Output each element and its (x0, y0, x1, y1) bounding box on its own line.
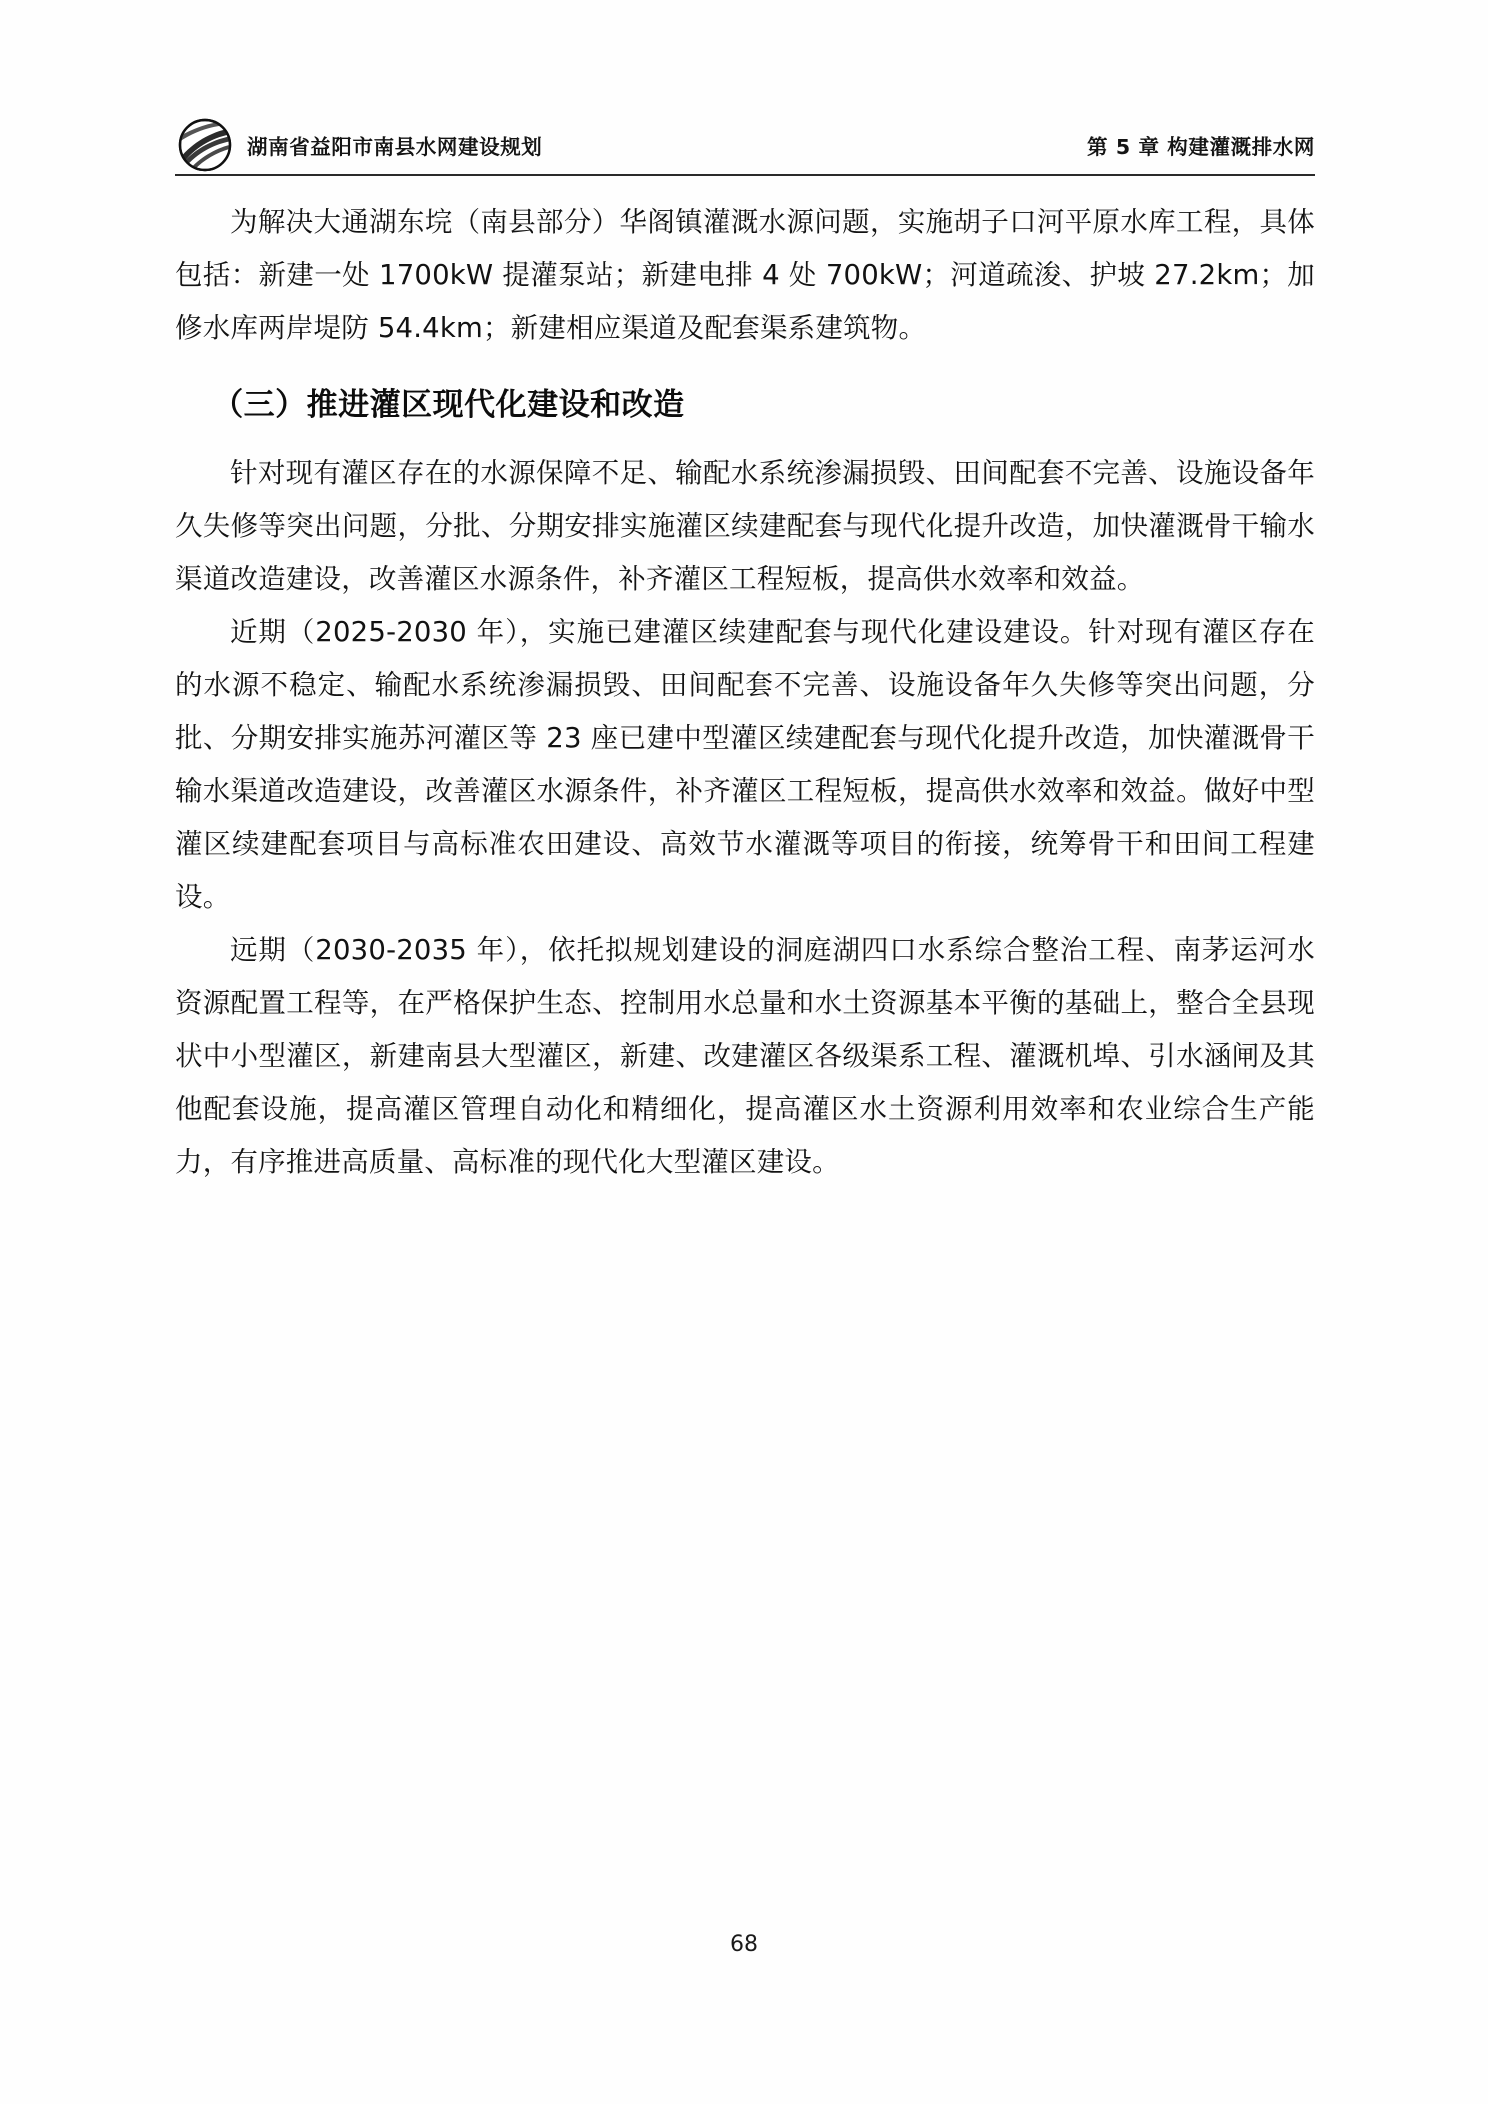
header-chapter-title: 第 5 章 构建灌溉排水网 (1087, 135, 1315, 159)
header-divider (175, 174, 1315, 176)
section-heading-1: （三）推进灌区现代化建设和改造 (212, 387, 685, 423)
body-paragraph-4: 远期（2030-2035 年），依托拟规划建设的洞庭湖四口水系综合整治工程、南茅运河水资源配置工程等，在严格保护生态、控制用水总量和水土资源基本平衡的基础上，整合全县现状中小型灌区，新建南县大型灌区，新建、改建灌区各级渠系工程、灌溉机埠、引水涵闸及其他配套设施，提高灌区管理自动化和精细化，提高灌区水土资源利用效率和农业综合生产能力，有序推进高质量、高标准的现代化大型灌区建设。 (175, 934, 1315, 1178)
page-content (175, 196, 1315, 1189)
body-paragraph-2: 针对现有灌区存在的水源保障不足、输配水系统渗漏损毁、田间配套不完善、设施设备年久失修等突出问题，分批、分期安排实施灌区续建配套与现代化提升改造，加快灌溉骨干输水渠道改造建设，改善灌区水源条件，补齐灌区工程短板，提高供水效率和效益。 (175, 457, 1315, 595)
body-paragraph-1: 为解决大通湖东垸（南县部分）华阁镇灌溉水源问题，实施胡子口河平原水库工程，具体包括：新建一处 1700kW 提灌泵站；新建电排 4 处 700kW；河道疏浚、护坡 27.2km；加修水库两岸堤防 54.4km；新建相应渠道及配套渠系建筑物。 (175, 206, 1315, 344)
page-header (175, 118, 1315, 180)
header-document-title: 湖南省益阳市南县水网建设规划 (247, 135, 543, 159)
page-number: 68 (730, 1932, 758, 1957)
body-paragraph-3: 近期（2025-2030 年），实施已建灌区续建配套与现代化建设建设。针对现有灌区存在的水源不稳定、输配水系统渗漏损毁、田间配套不完善、设施设备年久失修等突出问题，分批、分期安排实施苏河灌区等 23 座已建中型灌区续建配套与现代化提升改造，加快灌溉骨干输水渠道改造建设，改善灌区水源条件，补齐灌区工程短板，提高供水效率和效益。做好中型灌区续建配套项目与高标准农田建设、高效节水灌溉等项目的衔接，统筹骨干和田间工程建设。 (175, 616, 1315, 913)
circular-emblem-icon (175, 118, 243, 176)
